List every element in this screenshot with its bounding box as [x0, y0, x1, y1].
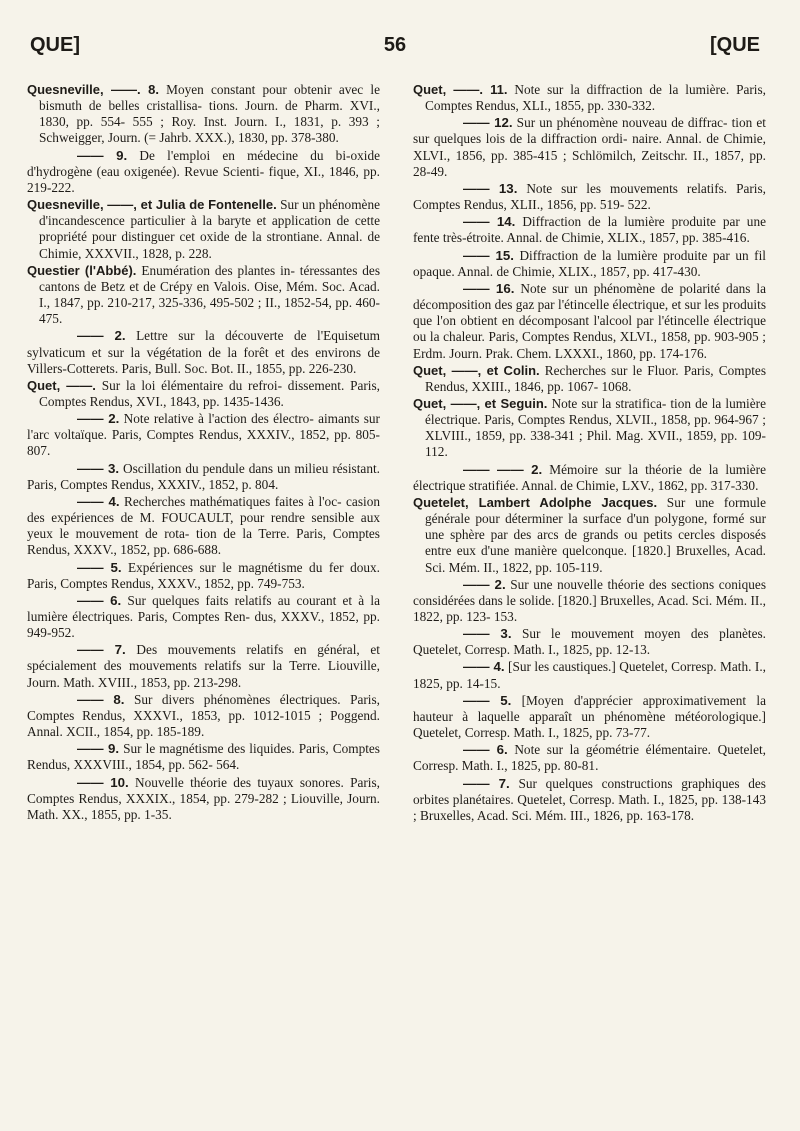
- entry-text: Recherches mathématiques faites à l'oc- casion des expériences de M. FOUCAULT, pour rendre sensible aux yeux le mouvement de rota- tion de la Terre. Paris, Comptes Rendus, XXXV., 1852, pp. 686-688.: [27, 493, 380, 558]
- bibliography-entry: [413, 115, 766, 180]
- entry-text: Note sur les mouvements relatifs. Paris, Comptes Rendus, XLII., 1856, pp. 519- 522.: [413, 180, 766, 213]
- entry-text: Sur quelques constructions graphiques des orbites planétaires. Quetelet, Corresp. Math. I., 1825, pp. 138-143 ; Bruxelles, Acad. Sci. Mém. III., 1826, pp. 163-178.: [413, 775, 766, 823]
- bibliography-entry: [27, 461, 380, 493]
- bibliography-entry: [27, 378, 380, 410]
- left-column: [27, 82, 380, 824]
- bibliography-entry: [27, 494, 380, 559]
- entry-number: —— 13.: [463, 180, 518, 196]
- entry-text: [Sur les caustiques.] Quetelet, Corresp. Math. I., 1825, pp. 14-15.: [413, 659, 766, 691]
- entry-text: Des mouvements relatifs en général, et spécialement des mouvements relatifs sur la Terre. Liouville, Journ. Math. XVIII., 1853, pp. 213-298.: [27, 642, 380, 690]
- bibliography-entry: [413, 693, 766, 741]
- bibliography-entry: [27, 692, 380, 740]
- entry-text: Oscillation du pendule dans un milieu résistant. Paris, Comptes Rendus, XXXIV., 1852, p. 804.: [27, 460, 380, 492]
- page-number: 56: [383, 34, 407, 56]
- page-header: [30, 34, 760, 62]
- entry-text: Enumération des plantes in- téressantes des cantons de Betz et de Crépy en Valois. Oise, Mém. Soc. Acad. I., 1847, pp. 210-217, 325-336, 495-502 ; II., 1852-54, pp. 460-475.: [39, 262, 381, 327]
- entry-text: Note relative à l'action des électro- aimants sur l'arc voltaïque. Paris, Comptes Rendus, XXXIV., 1852, pp. 805-807.: [27, 411, 380, 459]
- bibliography-entry: [413, 495, 766, 576]
- entry-number: —— 7.: [463, 775, 510, 791]
- entry-author: Quet, ——.: [27, 377, 96, 393]
- entry-author: Quesneville, ——. 8.: [27, 82, 159, 97]
- entry-text: Diffraction de la lumière produite par une fente très-étroite. Annal. de Chimie, XLIX., 1857, pp. 385-416.: [413, 214, 766, 246]
- entry-author: Quetelet, Lambert Adolphe Jacques.: [413, 494, 658, 510]
- entry-number: —— 16.: [463, 280, 515, 296]
- entry-number: —— 2.: [77, 411, 120, 427]
- bibliography-entry: [413, 577, 766, 625]
- bibliography-entry: [27, 148, 380, 196]
- bibliography-entry: [413, 363, 766, 395]
- entry-author: Questier (l'Abbé).: [27, 262, 137, 278]
- entry-text: Sur le magnétisme des liquides. Paris, Comptes Rendus, XXXVIII., 1854, pp. 562- 564.: [27, 741, 380, 773]
- entry-number: —— 9.: [77, 147, 128, 163]
- entry-number: —— 8.: [77, 691, 125, 707]
- entry-author: Quesneville, ——, et Julia de Fontenelle.: [27, 197, 277, 213]
- entry-text: Note sur un phénomène de polarité dans la décomposition des gaz par l'étincelle électrique, et sur les produits que l'on obtient en décomposant l'alcool par l'étincelle électrique ou la chaleur. Paris, Comptes Rendus, XLVI., 1858, pp. 903-905 ; Erdm. Journ. Prak. Chem. LXXXI., 1860, pp. 174-176.: [413, 280, 766, 361]
- entry-text: De l'emploi en médecine du bi-oxide d'hydrogène (eau oxigenée). Revue Scienti- fique, XI., 1846, pp. 219-222.: [27, 147, 380, 195]
- bibliography-entry: [27, 328, 380, 376]
- entry-number: —— 5.: [77, 559, 122, 575]
- bibliography-entry: [413, 396, 766, 461]
- entry-text: Diffraction de la lumière produite par un fil opaque. Annal. de Chimie, XLIX., 1857, pp. 417-430.: [413, 247, 766, 279]
- entry-text: Sur une formule générale pour déterminer la surface d'un polygone, formé sur une sphère par des arcs de grands ou petits cercles disposés entre eux d'une manière quelconque. [1820.] Bruxelles, Acad. Sci. Mém. II., 1822, pp. 105-119.: [425, 494, 766, 575]
- entry-text: Sur quelques faits relatifs au courant et à la lumière électriques. Paris, Comptes Ren- dus, XXXV., 1852, pp. 949-952.: [27, 592, 380, 641]
- bibliography-entry: [413, 742, 766, 774]
- entry-text: Lettre sur la découverte de l'Equisetum sylvaticum et sur la végétation de la forêt et des environs de Villers-Cotterets. Paris, Bull. Soc. Bot. II., 1855, pp. 226-230.: [27, 328, 380, 376]
- bibliography-entry: [27, 560, 380, 592]
- entry-text: Sur un phénomène nouveau de diffrac- tion et sur quelques lois de la diffraction ordi- naire. Annal. de Chimie, XLVI., 1856, pp. 385-415 ; Schlömilch, Zeitschr. II., 1857, pp. 28-49.: [413, 115, 766, 179]
- entry-text: Moyen constant pour obtenir avec le bismuth de belles cristallisa- tions. Journ. de Pharm. XVI., 1830, pp. 554- 555 ; Roy. Inst. Journ. I., 1831, p. 393 ; Schweigger, Journ. (= Jahrb. XXX.), 1830, pp. 378-380.: [39, 82, 380, 146]
- entry-number: —— 3.: [463, 626, 512, 642]
- bibliography-entry: [27, 411, 380, 459]
- header-right: [QUE: [710, 34, 760, 56]
- entry-number: —— 2.: [77, 328, 126, 344]
- entry-number: —— 12.: [463, 115, 513, 131]
- entry-number: —— 6.: [77, 592, 122, 608]
- bibliography-entry: [27, 197, 380, 262]
- bibliography-entry: [27, 775, 380, 823]
- entry-number: —— 15.: [463, 247, 514, 263]
- bibliography-entry: [413, 626, 766, 658]
- bibliography-entry: [413, 214, 766, 246]
- entry-number: —— 5.: [463, 692, 512, 708]
- entry-number: —— 9.: [77, 741, 120, 757]
- bibliography-entry: [27, 593, 380, 641]
- entry-number: —— 6.: [463, 742, 508, 758]
- entry-text: Note sur la géométrie élémentaire. Quetelet, Corresp. Math. I., 1825, pp. 80-81.: [413, 742, 766, 774]
- entry-author: Quet, ——. 11.: [413, 82, 508, 97]
- entry-text: Nouvelle théorie des tuyaux sonores. Paris, Comptes Rendus, XXXIX., 1854, pp. 279-282 ; Liouville, Journ. Math. XX., 1855, pp. 1-35.: [27, 774, 380, 822]
- header-left: QUE]: [30, 34, 80, 56]
- bibliography-entry: [27, 263, 380, 328]
- entry-text: Sur divers phénomènes électriques. Paris, Comptes Rendus, XXXVI., 1853, pp. 1012-1015 ; Poggend. Annal. XCII., 1854, pp. 185-189.: [27, 691, 380, 740]
- entry-text: Expériences sur le magnétisme du fer doux. Paris, Comptes Rendus, XXXV., 1852, pp. 749-753.: [27, 559, 380, 591]
- entry-text: Sur une nouvelle théorie des sections coniques considérées dans le solide. [1820.] Bruxelles, Acad. Sci. Mém. II., 1822, pp. 123- 153.: [413, 576, 766, 624]
- entry-number: —— 7.: [77, 642, 126, 658]
- entry-number: —— 4.: [463, 659, 505, 675]
- entry-text: Recherches sur le Fluor. Paris, Comptes Rendus, XXIII., 1846, pp. 1067- 1068.: [425, 362, 766, 394]
- entry-text: Mémoire sur la théorie de la lumière électrique stratifiée. Annal. de Chimie, LXV., 1862, pp. 317-330.: [413, 461, 766, 493]
- bibliography-entry: [27, 741, 380, 773]
- bibliography-entry: [413, 82, 766, 114]
- entry-number: —— 10.: [77, 774, 129, 790]
- entry-author: Quet, ——, et Seguin.: [413, 395, 548, 411]
- entry-text: [Moyen d'apprécier approximativement la hauteur à laquelle apparaît un phénomène météorologique.] Quetelet, Corresp. Math. I., 1825, pp. 73-77.: [413, 692, 766, 741]
- entry-number: —— 2.: [463, 576, 506, 592]
- bibliography-entry: [27, 82, 380, 147]
- entry-number: —— —— 2.: [463, 461, 543, 477]
- bibliography-entry: [413, 462, 766, 494]
- bibliography-entry: [27, 642, 380, 690]
- bibliography-entry: [413, 659, 766, 691]
- entry-text: Sur le mouvement moyen des planètes. Quetelet, Corresp. Math. I., 1825, pp. 12-13.: [413, 626, 766, 658]
- entry-number: —— 4.: [77, 493, 120, 509]
- entry-text: Sur la loi élémentaire du refroi- dissement. Paris, Comptes Rendus, XVI., 1843, pp. 1435-1436.: [39, 377, 381, 409]
- bibliography-entry: [413, 181, 766, 213]
- bibliography-entry: [413, 248, 766, 280]
- entry-number: —— 14.: [463, 214, 516, 230]
- entry-text: Note sur la stratifica- tion de la lumière électrique. Paris, Comptes Rendus, XLVII., 1858, pp. 964-967 ; XLVIII., 1859, pp. 338-341 ; Phil. Mag. XVII., 1859, pp. 109-112.: [425, 395, 766, 460]
- entry-text: Note sur la diffraction de la lumière. Paris, Comptes Rendus, XLI., 1855, pp. 330-332.: [425, 82, 766, 114]
- entry-author: Quet, ——, et Colin.: [413, 362, 540, 378]
- right-column: [413, 82, 766, 825]
- bibliography-entry: [413, 281, 766, 362]
- entry-number: —— 3.: [77, 460, 120, 476]
- bibliography-entry: [413, 776, 766, 824]
- entry-text: Sur un phénomène d'incandescence particulier à la baryte et application de cette propriété pour distinguer cet oxide de la strontiane. Annal. de Chimie, XXXVII., 1828, p. 228.: [39, 197, 380, 261]
